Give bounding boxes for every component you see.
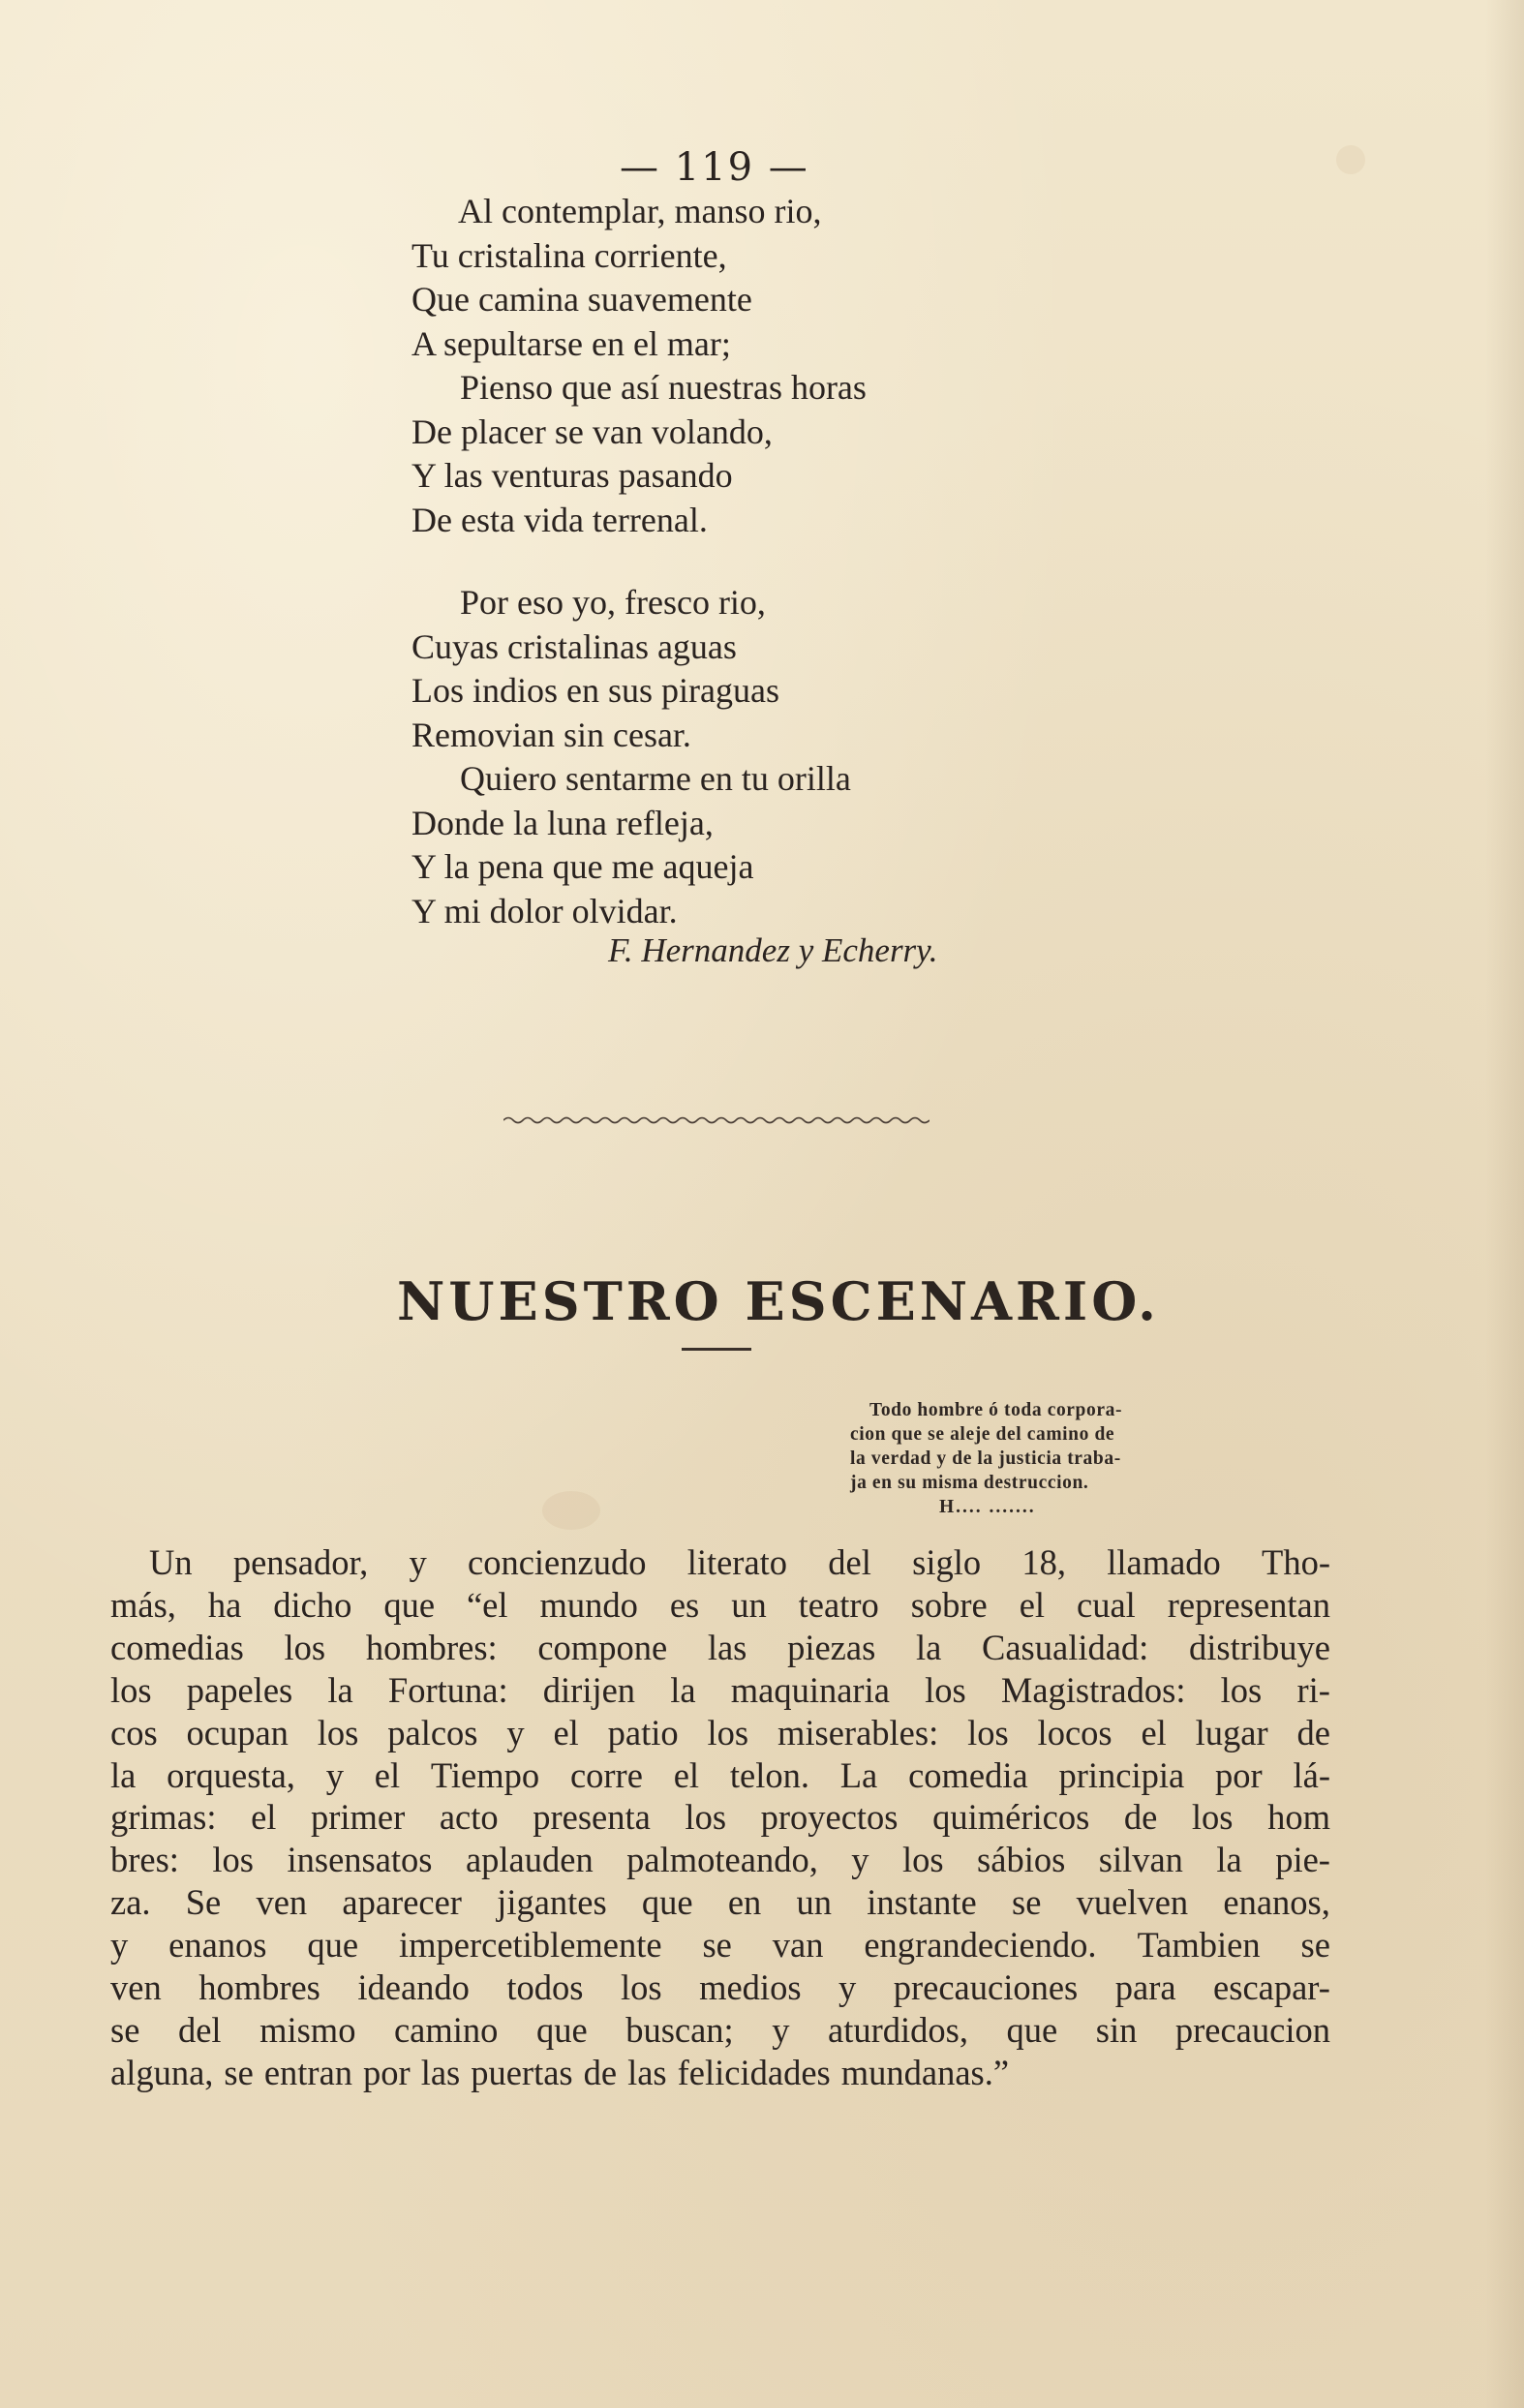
prose-line: alguna, se entran por las puertas de las felicidades mundanas.”: [110, 2052, 1010, 2092]
poem-stanza-1: [411, 190, 1089, 542]
prose-line: ven hombres ideando todos los medios y precauciones para escapar-: [110, 1967, 1330, 2008]
epigraph-line: cion que se aleje del camino de: [850, 1424, 1115, 1445]
prose-line: grimas: el primer acto presenta los proyectos quiméricos de los hom: [110, 1797, 1330, 1838]
prose-paragraph: [110, 1541, 1330, 2094]
poem-line: Pienso que así nuestras horas: [460, 368, 867, 407]
poem-line: Al contemplar, manso rio,: [458, 192, 822, 230]
wavy-divider: [503, 1113, 930, 1127]
poem-line: Y mi dolor olvidar.: [411, 891, 678, 930]
poem-line: Y las venturas pasando: [411, 456, 733, 495]
prose-line: za. Se ven aparecer jigantes que en un instante se vuelven enanos,: [110, 1882, 1330, 1923]
prose-line: bres: los insensatos aplauden palmoteando, y los sábios silvan la pie-: [110, 1840, 1330, 1880]
epigraph-attribution: H.... .......: [939, 1497, 1036, 1517]
poem-line: A sepultarse en el mar;: [411, 323, 731, 363]
poem-line: De placer se van volando,: [411, 411, 773, 451]
epigraph-line: Todo hombre ó toda corpora-: [869, 1400, 1123, 1420]
page-edge-shadow: [1485, 0, 1524, 2408]
poem-line: Y la pena que me aqueja: [411, 847, 754, 886]
epigraph-line: la verdad y de la justicia traba-: [850, 1448, 1121, 1469]
prose-line: Un pensador, y concienzudo literato del siglo 18, llamado Tho-: [149, 1542, 1330, 1582]
epigraph: [850, 1398, 1257, 1519]
poem-stanza-2: [411, 581, 1089, 933]
poem-line: De esta vida terrenal.: [411, 500, 708, 539]
prose-line: y enanos que impercetiblemente se van engrandeciendo. Tambien se: [110, 1925, 1330, 1966]
prose-line: más, ha dicho que “el mundo es un teatro sobre el cual representan: [110, 1584, 1330, 1625]
prose-line: la orquesta, y el Tiempo corre el telon. La comedia principia por lá-: [110, 1754, 1330, 1795]
page-number: — 119 —: [620, 145, 809, 190]
poem-line: Tu cristalina corriente,: [411, 235, 727, 275]
prose-line: cos ocupan los palcos y el patio los miserables: los locos el lugar de: [110, 1712, 1330, 1753]
poem-line: Que camina suavemente: [411, 280, 752, 319]
poem-line: Cuyas cristalinas aguas: [411, 626, 737, 666]
epigraph-line: ja en su misma destruccion.: [850, 1473, 1089, 1493]
poem-line: Por eso yo, fresco rio,: [460, 583, 766, 622]
paper-stain: [542, 1491, 600, 1530]
section-title: NUESTRO ESCENARIO.: [397, 1270, 1160, 1332]
poem-line: Los indios en sus piraguas: [411, 671, 779, 710]
paper-stain: [1336, 145, 1365, 174]
poem-line: Quiero sentarme en tu orilla: [460, 759, 851, 798]
poem-signature: F. Hernandez y Echerry.: [608, 931, 938, 969]
title-underline: [682, 1348, 751, 1351]
prose-line: se del mismo camino que buscan; y aturdidos, que sin precaucion: [110, 2009, 1330, 2050]
prose-line: los papeles la Fortuna: dirijen la maquinaria los Magistrados: los ri-: [110, 1669, 1330, 1710]
poem-line: Removian sin cesar.: [411, 715, 691, 754]
prose-line: comedias los hombres: compone las piezas la Casualidad: distribuye: [110, 1627, 1330, 1667]
poem-line: Donde la luna refleja,: [411, 803, 714, 842]
